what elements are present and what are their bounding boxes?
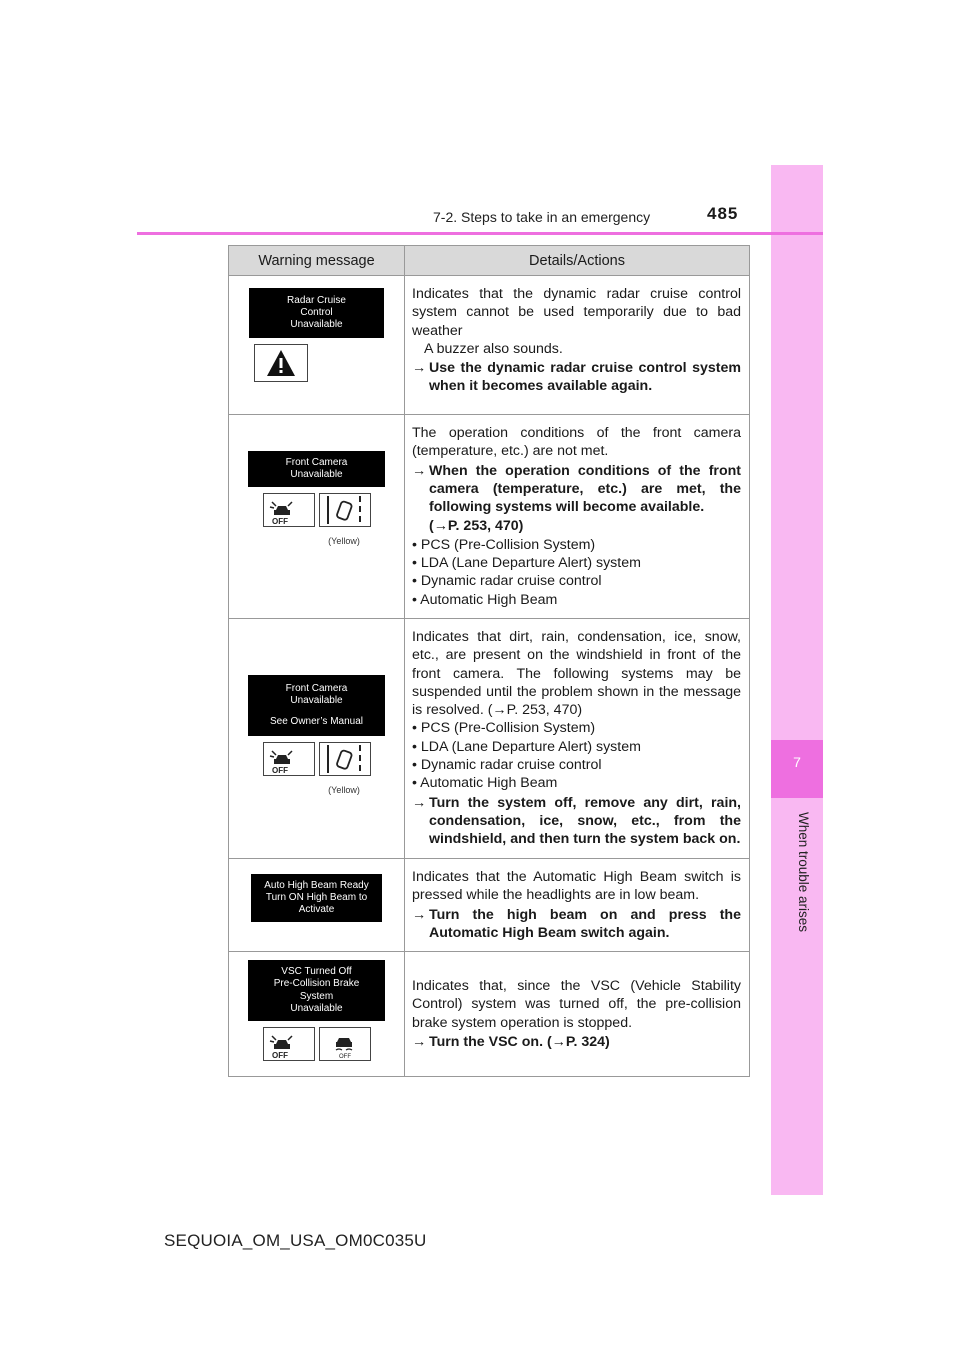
- arrow-icon: →: [412, 462, 427, 479]
- details-cell: [405, 858, 750, 951]
- column-header-message: Warning message: [229, 246, 405, 276]
- section-title: 7-2. Steps to take in an emergency: [433, 209, 651, 225]
- bullet-item: • Automatic High Beam: [412, 775, 558, 792]
- bullet-item: • LDA (Lane Departure Alert) system: [412, 555, 641, 572]
- message-line: Radar Cruise: [287, 294, 346, 306]
- details-cell: [405, 952, 750, 1077]
- message-line: Unavailable: [290, 1002, 343, 1014]
- action-label: When the operation conditions of the front camera (temperature, etc.) are met, the following systems will become available.: [429, 462, 741, 516]
- page-number: 485: [707, 204, 739, 223]
- bullet-text: Dynamic radar cruise control: [420, 573, 602, 590]
- lda-icon: [319, 742, 371, 776]
- arrow-icon: →: [412, 1033, 427, 1050]
- message-cell: [229, 618, 405, 858]
- action-label: Turn the VSC on. (→P. 324): [429, 1033, 610, 1050]
- bullet-text: Automatic High Beam: [420, 775, 558, 792]
- action-label: Turn the system off, remove any dirt, rain, condensation, ice, snow, etc., from the windshield, and then turn the system back on.: [429, 794, 741, 848]
- document-footer: SEQUOIA_OM_USA_OM0C035U: [164, 1231, 427, 1250]
- message-line: See Owner’s Manual: [269, 715, 363, 727]
- action-label: Use the dynamic radar cruise control system when it becomes available again.: [429, 360, 741, 395]
- warning-message-display: [248, 960, 385, 1021]
- bullet-item: • PCS (Pre-Collision System): [412, 720, 596, 737]
- message-line: System: [299, 990, 334, 1002]
- table-header: [229, 246, 750, 276]
- warning-message-display: [249, 288, 384, 338]
- details-cell: [405, 276, 750, 415]
- bullet-item: • LDA (Lane Departure Alert) system: [412, 738, 641, 755]
- action-text: [412, 359, 741, 396]
- message-line: Unavailable: [290, 469, 343, 480]
- detail-note: A buzzer also sounds.: [424, 340, 563, 357]
- bullet-item: • Automatic High Beam: [412, 591, 558, 608]
- chapter-number: 7: [771, 740, 823, 798]
- message-line: Front Camera: [285, 456, 348, 468]
- table-row: [229, 415, 750, 619]
- bullet-text: PCS (Pre-Collision System): [420, 536, 596, 553]
- pcs-off-icon: [263, 493, 315, 527]
- color-note: (Yellow): [328, 784, 360, 795]
- bullet-text: PCS (Pre-Collision System): [420, 720, 596, 737]
- indicator-icons: [229, 1027, 404, 1061]
- detail-text: The operation conditions of the front camera (temperature, etc.) are not met.: [412, 425, 741, 460]
- table-row: [229, 618, 750, 858]
- chapter-side-tab: [771, 165, 823, 1195]
- column-header-details: Details/Actions: [405, 246, 750, 276]
- action-text: [412, 1033, 741, 1051]
- message-line: Activate: [298, 904, 335, 916]
- off-label: OFF: [271, 1051, 288, 1061]
- bullet-text: Dynamic radar cruise control: [420, 757, 602, 774]
- action-label: Turn the high beam on and press the Automatic High Beam switch again.: [429, 906, 741, 941]
- message-cell: [229, 415, 405, 619]
- header-rule: [137, 232, 823, 235]
- message-line: VSC Turned Off: [281, 966, 352, 978]
- chapter-label: When trouble arises: [796, 812, 811, 933]
- warning-triangle-icon: [254, 344, 308, 382]
- table-row: [229, 858, 750, 951]
- details-cell: [405, 415, 750, 619]
- vsc-off-icon: [319, 1027, 371, 1061]
- bullet-text: Automatic High Beam: [420, 591, 558, 608]
- message-line: Control: [300, 306, 333, 318]
- arrow-icon: →: [412, 906, 427, 923]
- message-line: Unavailable: [290, 695, 343, 707]
- indicator-icons: [229, 493, 404, 527]
- warning-message-display: [251, 874, 382, 922]
- lda-icon: [319, 493, 371, 527]
- off-label: OFF: [271, 765, 288, 775]
- arrow-icon: →: [412, 360, 427, 377]
- bullet-item: • Dynamic radar cruise control: [412, 757, 602, 774]
- warning-table: [228, 245, 750, 1077]
- arrow-icon: →: [412, 794, 427, 811]
- bullet-text: LDA (Lane Departure Alert) system: [420, 738, 641, 755]
- message-cell: [229, 858, 405, 951]
- color-note: (Yellow): [328, 536, 360, 546]
- table-row: [229, 952, 750, 1077]
- off-label: OFF: [338, 1054, 351, 1061]
- message-cell: [229, 952, 405, 1077]
- indicator-icons: [229, 742, 404, 776]
- bullet-item: • Dynamic radar cruise control: [412, 573, 602, 590]
- table-row: [229, 276, 750, 415]
- detail-text: Indicates that dirt, rain, condensation, ice, snow, etc., are present on the windshield in front of the front camera. The following systems may be suspended until the problem shown in the message is resolved. (→P. 253, 470): [412, 628, 741, 719]
- message-cell: [229, 276, 405, 415]
- pcs-off-icon: [263, 1027, 315, 1061]
- detail-text: Indicates that, since the VSC (Vehicle Stability Control) system was turned off, the pre-collision brake system operation is stopped.: [412, 978, 741, 1031]
- detail-text: Indicates that the Automatic High Beam switch is pressed while the headlights are in low beam.: [412, 868, 741, 904]
- detail-text: Indicates that the dynamic radar cruise control system cannot be used temporarily due to bad weather: [412, 286, 741, 339]
- message-line: [252, 708, 381, 716]
- details-cell: [405, 618, 750, 858]
- message-line: Unavailable: [290, 319, 343, 331]
- message-line: Auto High Beam Ready: [264, 879, 369, 891]
- action-text: [412, 462, 741, 517]
- message-line: Front Camera: [285, 683, 348, 695]
- message-line: Pre-Collision Brake: [273, 978, 360, 990]
- warning-message-display: [248, 451, 385, 487]
- message-line: Turn ON High Beam to: [265, 891, 368, 903]
- action-text: [412, 794, 741, 849]
- pcs-off-icon: [263, 742, 315, 776]
- off-label: OFF: [271, 517, 288, 526]
- bullet-item: • PCS (Pre-Collision System): [412, 536, 596, 553]
- action-text: [412, 906, 741, 943]
- bullet-text: LDA (Lane Departure Alert) system: [420, 555, 641, 572]
- action-reference: (→P. 253, 470): [429, 518, 524, 535]
- warning-message-display: [248, 675, 385, 736]
